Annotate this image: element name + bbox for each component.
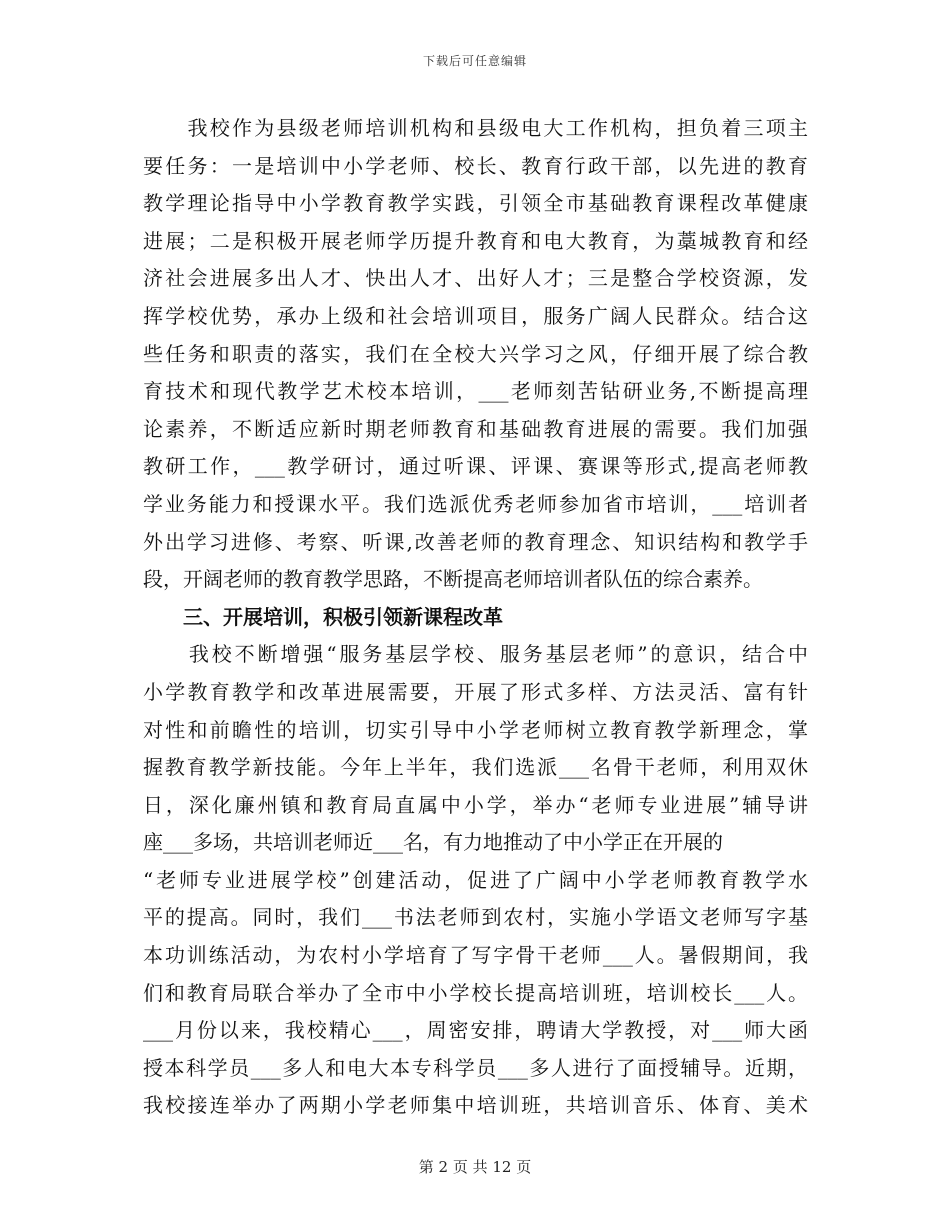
text-line: 挥学校优势，承办上级和社会培训项目，服务广阔人民群众。结合这 <box>143 303 808 328</box>
text-line: 平的提高。同时，我们___书法老师到农村，实施小学语文老师写字基 <box>143 905 808 930</box>
text-line: 我校不断增强“服务基层学校、服务基层老师”的意识，结合中 <box>143 642 808 667</box>
text-line: 日，深化廉州镇和教育局直属中小学，举办“老师专业进展”辅导讲 <box>143 792 808 817</box>
text-line: 论素养，不断适应新时期老师教育和基础教育进展的需要。我们加强 <box>143 416 808 441</box>
text-line: 教学理论指导中小学教育教学实践，引领全市基础教育课程改革健康 <box>143 191 808 216</box>
text-line: 外出学习进修、考察、听课,改善老师的教育理念、知识结构和教学手 <box>143 529 808 554</box>
text-line: 们和教育局联合举办了全市中小学校长提高培训班，培训校长___人。 <box>143 980 808 1005</box>
document-body <box>143 110 808 1125</box>
text-line: 段，开阔老师的教育教学思路，不断提高老师培训者队伍的综合素养。 <box>143 567 763 592</box>
text-line: 小学教育教学和改革进展需要，开展了形式多样、方法灵活、富有针 <box>143 679 808 704</box>
text-line: 对性和前瞻性的培训，切实引导中小学老师树立教育教学新理念，掌 <box>143 717 808 742</box>
page-header: 下载后可任意编辑 <box>422 54 527 68</box>
text-line: ___月份以来，我校精心___，周密安排，聘请大学教授，对___师大函 <box>143 1018 808 1043</box>
text-line: 授本科学员___多人和电大本专科学员___多人进行了面授辅导。近期， <box>143 1055 808 1080</box>
text-line: “老师专业进展学校”创建活动，促进了广阔中小学老师教育教学水 <box>143 867 808 892</box>
text-line: 要任务：一是培训中小学老师、校长、教育行政干部，以先进的教育 <box>143 153 808 178</box>
text-line: 我校作为县级老师培训机构和县级电大工作机构，担负着三项主 <box>143 116 808 140</box>
text-line: 育技术和现代教学艺术校本培训，___老师刻苦钻研业务,不断提高理 <box>143 379 808 404</box>
text-line: 我校接连举办了两期小学老师集中培训班，共培训音乐、体育、美术 <box>143 1093 808 1118</box>
text-line: 座___多场，共培训老师近___名，有力地推动了中小学正在开展的 <box>143 830 723 855</box>
text-line: 济社会进展多出人才、快出人才、出好人才；三是整合学校资源，发 <box>143 266 808 291</box>
text-line: 教研工作，___教学研讨，通过听课、评课、赛课等形式,提高老师教 <box>143 454 808 479</box>
section-heading: 三、开展培训，积极引领新课程改革 <box>143 604 503 629</box>
text-line: 握教育教学新技能。今年上半年，我们选派___名骨干老师，利用双休 <box>143 755 808 780</box>
text-line: 些任务和职责的落实，我们在全校大兴学习之风，仔细开展了综合教 <box>143 341 808 366</box>
text-line: 学业务能力和授课水平。我们选派优秀老师参加省市培训，___培训者 <box>143 491 808 516</box>
text-line: 进展；二是积极开展老师学历提升教育和电大教育，为藁城教育和经 <box>143 228 808 253</box>
text-line: 本功训练活动，为农村小学培育了写字骨干老师___人。暑假期间，我 <box>143 943 808 968</box>
page-footer: 第 2 页 共 12 页 <box>418 1158 532 1176</box>
